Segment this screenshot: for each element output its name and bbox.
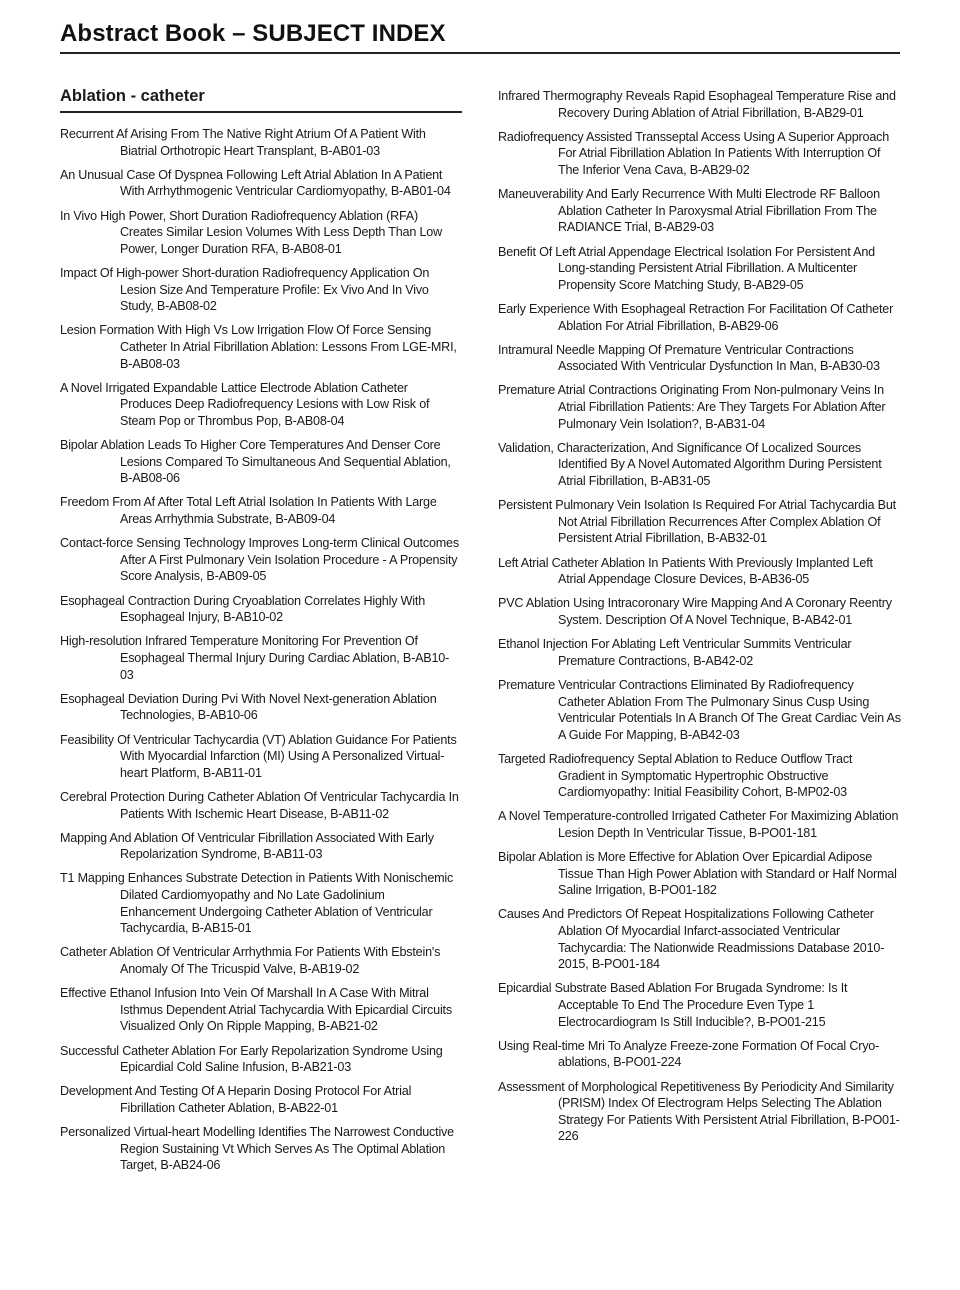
index-entry: High-resolution Infrared Temperature Monitoring For Prevention Of Esophageal Thermal Injury During Cardiac Ablation, B-AB10-03 (60, 634, 450, 682)
index-entry: Catheter Ablation Of Ventricular Arrhythmia For Patients With Ebstein's Anomaly Of The Tricuspid Valve, B-AB19-02 (60, 945, 441, 977)
index-entry: Premature Atrial Contractions Originating From Non-pulmonary Veins In Atrial Fibrillation Patients: Are They Targets For Ablation After Pulmonary Vein Isolation?, B-AB31-04 (498, 383, 886, 431)
index-entry: Esophageal Contraction During Cryoablation Correlates Highly With Esophageal Injury, B-AB10-02 (60, 593, 425, 625)
index-entry: A Novel Irrigated Expandable Lattice Electrode Ablation Catheter Produces Deep Radiofrequency Lesions with Low Risk of Steam Pop or Thrombus Pop, B-AB08-04 (60, 380, 430, 428)
index-entry: Validation, Characterization, And Significance Of Localized Sources Identified By A Novel Automated Algorithm During Persistent Atrial Fibrillation, B-AB31-05 (498, 440, 882, 489)
index-entry: Esophageal Deviation During Pvi With Novel Next-generation Ablation Technologies, B-AB10-06 (60, 691, 437, 723)
section-heading: Ablation - catheter (60, 87, 462, 113)
index-entry: Bipolar Ablation Leads To Higher Core Temperatures And Denser Core Lesions Compared To Simultaneous And Sequential Ablation, B-AB08-06 (60, 438, 451, 486)
index-entry: Benefit Of Left Atrial Appendage Electrical Isolation For Persistent And Long-standing Persistent Atrial Fibrillation. A Multicenter Propensity Score Matching Study, B-AB29-05 (498, 244, 875, 292)
index-entry: Infrared Thermography Reveals Rapid Esophageal Temperature Rise and Recovery During Ablation of Atrial Fibrillation, B-AB29-01 (498, 89, 896, 120)
page-title: Abstract Book – SUBJECT INDEX (60, 20, 446, 47)
index-entry: Successful Catheter Ablation For Early Repolarization Syndrome Using Epicardial Cold Saline Infusion, B-AB21-03 (60, 1043, 443, 1075)
index-entry: Premature Ventricular Contractions Eliminated By Radiofrequency Catheter Ablation From The Pulmonary Sinus Cusp Using Ventricular Potentials In A Branch Of The Great Cardiac Vein As A Guide For Mapping, B-AB42-03 (498, 677, 901, 742)
index-entry: Radiofrequency Assisted Transseptal Access Using A Superior Approach For Atrial Fibrillation Ablation In Patients With Interruption Of The Inferior Vena Cava, B-AB29-02 (498, 129, 890, 177)
index-entry: Epicardial Substrate Based Ablation For Brugada Syndrome: Is It Acceptable To End The Procedure Even Type 1 Electrocardiogram Is Still Inducible?, B-PO01-215 (498, 981, 848, 1029)
index-entry: Ethanol Injection For Ablating Left Ventricular Summits Ventricular Premature Contractions, B-AB42-02 (498, 637, 852, 668)
index-entry: Effective Ethanol Infusion Into Vein Of Marshall In A Case With Mitral Isthmus Dependent Atrial Tachycardia With Epicardial Circuits Visualized Only On Ripple Mapping, B-AB21-02 (60, 986, 452, 1034)
index-entry: Causes And Predictors Of Repeat Hospitalizations Following Catheter Ablation Of Myocardial Infarct-associated Ventricular Tachycardia: The Nationwide Readmissions Database 2010- 2015, B-PO01-184 (498, 907, 885, 972)
index-entry: PVC Ablation Using Intracoronary Wire Mapping And A Coronary Reentry System. Description Of A Novel Technique, B-AB42-01 (498, 596, 892, 627)
index-entry: Development And Testing Of A Heparin Dosing Protocol For Atrial Fibrillation Catheter Ablation, B-AB22-01 (60, 1084, 412, 1115)
index-entry: In Vivo High Power, Short Duration Radiofrequency Ablation (RFA) Creates Similar Lesion Volumes With Less Depth Than Low Power, Longer Duration RFA, B-AB08-01 (60, 208, 442, 256)
title-divider (60, 52, 900, 54)
index-entry: Feasibility Of Ventricular Tachycardia (VT) Ablation Guidance For Patients With Myocardial Infarction (MI) Using A Personalized Virtual-heart Platform, B-AB11-01 (60, 732, 457, 780)
index-entry: Recurrent Af Arising From The Native Right Atrium Of A Patient With Biatrial Orthotropic Heart Transplant, B-AB01-03 (60, 127, 426, 158)
index-entry: Mapping And Ablation Of Ventricular Fibrillation Associated With Early Repolarization Syndrome, B-AB11-03 (60, 830, 434, 862)
index-entry: Assessment of Morphological Repetitiveness By Periodicity And Similarity (PRISM) Index Of Electrogram Helps Selecting The Ablation Strategy For Patients With Persistent Atrial Fibrillation, B-PO01-226 (498, 1079, 900, 1144)
index-entry: Cerebral Protection During Catheter Ablation Of Ventricular Tachycardia In Patients With Ischemic Heart Disease, B-AB11-02 (60, 789, 459, 821)
left-column (60, 87, 462, 1182)
index-entry: Left Atrial Catheter Ablation In Patients With Previously Implanted Left Atrial Appendage Closure Devices, B-AB36-05 (498, 555, 873, 587)
index-entry: Lesion Formation With High Vs Low Irrigation Flow Of Force Sensing Catheter In Atrial Fibrillation Ablation: Lessons From LGE-MRI, B-AB08-03 (60, 323, 457, 371)
index-entry: Personalized Virtual-heart Modelling Identifies The Narrowest Conductive Region Sustaining Vt Which Serves As The Optimal Ablation Target, B-AB24-06 (60, 1125, 454, 1173)
index-entry: Persistent Pulmonary Vein Isolation Is Required For Atrial Tachycardia But Not Atrial Fibrillation Recurrences After Complex Ablation Of Persistent Atrial Fibrillation, B-AB32-01 (498, 498, 896, 546)
index-entry: Impact Of High-power Short-duration Radiofrequency Application On Lesion Size And Temperature Profile: Ex Vivo And In Vivo Study, B-AB08-02 (60, 265, 430, 314)
index-entry: Freedom From Af After Total Left Atrial Isolation In Patients With Large Areas Arrhythmia Substrate, B-AB09-04 (60, 495, 437, 527)
index-entry: Using Real-time Mri To Analyze Freeze-zone Formation Of Focal Cryo-ablations, B-PO01-224 (498, 1038, 880, 1070)
index-entry: A Novel Temperature-controlled Irrigated Catheter For Maximizing Ablation Lesion Depth In Ventricular Tissue, B-PO01-181 (498, 809, 899, 840)
index-entry: Early Experience With Esophageal Retraction For Facilitation Of Catheter Ablation For Atrial Fibrillation, B-AB29-06 (498, 301, 894, 333)
left-entry-list (60, 126, 462, 1174)
index-entry: T1 Mapping Enhances Substrate Detection in Patients With Nonischemic Dilated Cardiomyopathy and No Late Gadolinium Enhancement Undergoing Catheter Ablation of Ventricular Tachycardia, B-AB15-01 (60, 871, 454, 936)
index-entry: Contact-force Sensing Technology Improves Long-term Clinical Outcomes After A First Pulmonary Vein Isolation Procedure - A Propensity Score Analysis, B-AB09-05 (60, 536, 459, 584)
index-entry: An Unusual Case Of Dyspnea Following Left Atrial Ablation In A Patient With Arrhythmogenic Ventricular Cardiomyopathy, B-AB01-04 (60, 167, 451, 199)
right-column (498, 87, 901, 1153)
index-entry: Maneuverability And Early Recurrence With Multi Electrode RF Balloon Ablation Catheter In Paroxysmal Atrial Fibrillation From The RADIANCE Trial, B-AB29-03 (498, 187, 880, 235)
index-entry: Targeted Radiofrequency Septal Ablation to Reduce Outflow Tract Gradient in Symptomatic Hypertrophic Obstructive Cardiomyopathy: Initial Feasibility Cohort, B-MP02-03 (498, 751, 853, 800)
index-entry: Bipolar Ablation is More Effective for Ablation Over Epicardial Adipose Tissue Than High Power Ablation with Standard or Half Normal Saline Irrigation, B-PO01-182 (498, 850, 897, 898)
index-entry: Intramural Needle Mapping Of Premature Ventricular Contractions Associated With Ventricular Dysfunction In Man, B-AB30-03 (498, 342, 880, 374)
right-entry-list (498, 88, 901, 1145)
